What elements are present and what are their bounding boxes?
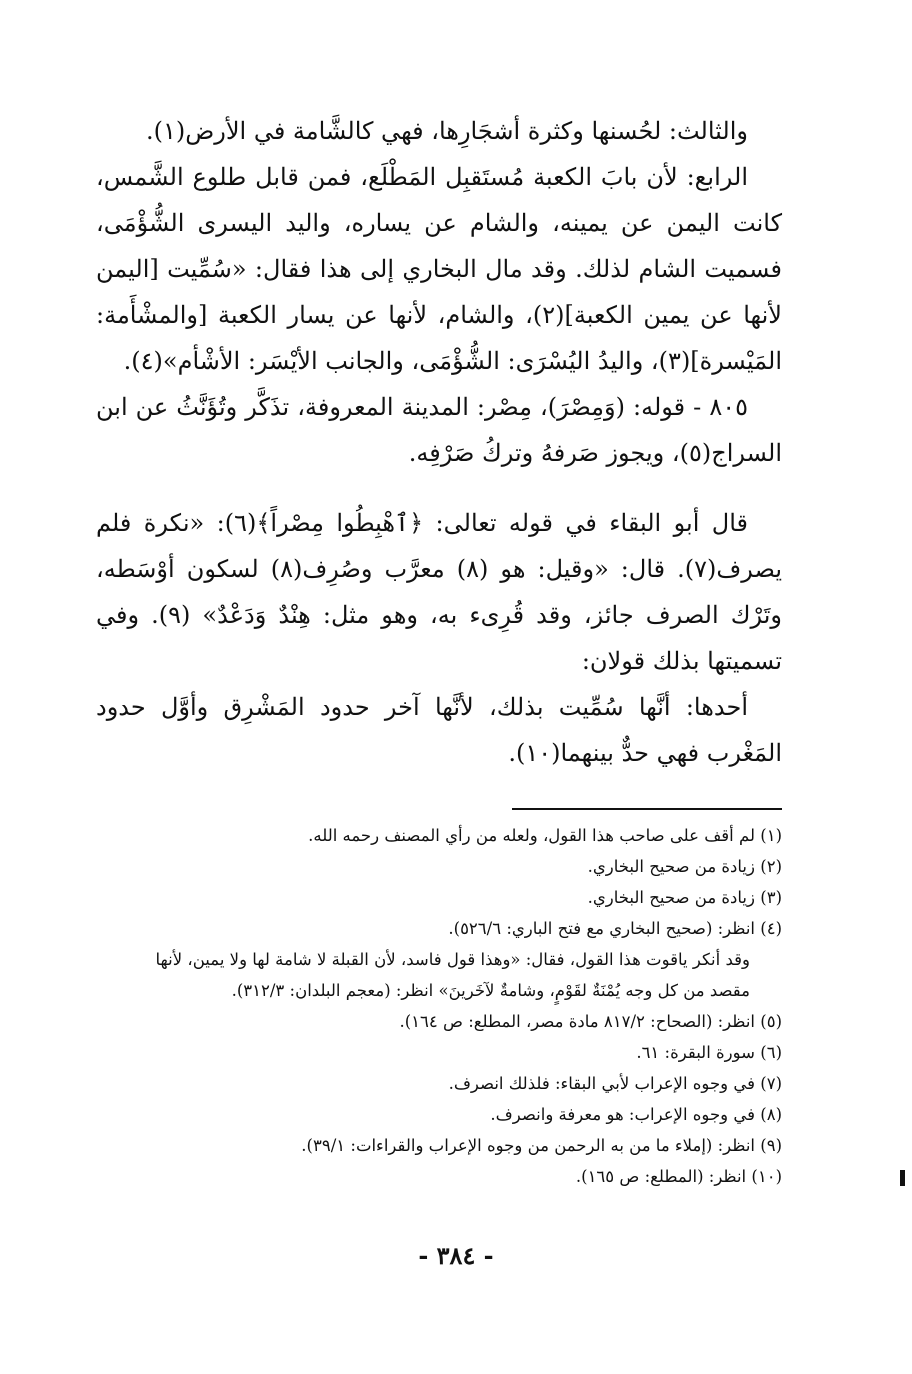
footnote-4-continuation-2: مقصد من كل وجه يُمْنَةٌ لقَوْمٍ، وشامةٌ لآخَرينَ» انظر: (معجم البلدان: ٣١٢/٣).: [231, 981, 750, 1000]
footnote-2: (٢) زيادة من صحيح البخاري.: [587, 857, 782, 876]
paragraph-entry-805: ٨٠٥ - قوله: (وَمِصْرَ)، مِصْر: المدينة المعروفة، تذَكَّر وتُؤَنَّثُ عن ابن السراج(٥)، ويجوز صَرفهُ وتركُ صَرْفِه.: [96, 393, 782, 467]
footnote-6: (٦) سورة البقرة: ٦١.: [636, 1043, 782, 1062]
paragraph-third-reason: والثالث: لحُسنها وكثرة أشجَارِها، فهي كالشَّامة في الأرض(١).: [145, 117, 748, 145]
footnote-separator: [512, 808, 782, 810]
footnote-8: (٨) في وجوه الإعراب: هو معرفة وانصرف.: [490, 1105, 782, 1124]
footnote-4: (٤) انظر: (صحيح البخاري مع فتح الباري: ٥٢٦/٦).: [448, 919, 782, 938]
paragraph-fourth-reason: الرابع: لأن بابَ الكعبة مُستَقبِل المَطْلَع، فمن قابل طلوع الشَّمس، كانت اليمن عن يمينه، والشام عن يساره، واليد اليسرى الشُّؤْمَى، فسميت الشام لذلك. وقد مال البخاري إلى هذا فقال: «سُمِّيت [اليمن لأنها عن يمين الكعبة](٢)، والشام، لأنها عن يسار الكعبة [والمشْأَمة: المَيْسرة](٣)، واليدُ اليُسْرَى: الشُّؤْمَى، والجانب الأيْسَر: الأشْأم»(٤).: [96, 163, 782, 375]
footnote-5: (٥) انظر: (الصحاح: ٨١٧/٢ مادة مصر، المطلع: ص ١٦٤).: [399, 1012, 782, 1031]
footnote-10: (١٠) انظر: (المطلع: ص ١٦٥).: [575, 1167, 782, 1186]
footnote-4-continuation-1: وقد أنكر ياقوت هذا القول، فقال: «وهذا قول فاسد، لأن القبلة لا شامة لها ولا يمين، لأنها: [155, 950, 750, 969]
paragraph-first-opinion: أحدها: أنَّها سُمِّيت بذلك، لأنَّها آخر حدود المَشْرِق وأوَّل حدود المَغْرب فهي حدٌّ بينهما(١٠).: [96, 693, 782, 767]
footnote-3: (٣) زيادة من صحيح البخاري.: [587, 888, 782, 907]
footnote-1: (١) لم أقف على صاحب هذا القول، ولعله من رأي المصنف رحمه الله.: [308, 826, 782, 845]
footnotes-section: [96, 820, 782, 1192]
footnote-7: (٧) في وجوه الإعراب لأبي البقاء: فلذلك انصرف.: [448, 1074, 782, 1093]
page-number: - ٣٨٤ -: [418, 1241, 494, 1270]
margin-mark: [900, 1170, 905, 1186]
footnote-9: (٩) انظر: (إملاء ما من به الرحمن من وجوه الإعراب والقراءات: ٣٩/١).: [301, 1136, 782, 1155]
paragraph-abu-al-baqa: قال أبو البقاء في قوله تعالى: ﴿ٱهْبِطُوا مِصْراً﴾(٦): «نكرة فلم يصرف(٧). قال: «وقيل: هو (٨) معرَّب وصُرِف(٨) لسكون أوْسَطه، وتَرْك الصرف جائز، وقد قُرِىء به، وهو مثل: هِنْدٌ وَدَعْدٌ» (٩). وفي تسميتها بذلك قولان:: [96, 509, 782, 675]
main-text-body: [96, 108, 782, 776]
